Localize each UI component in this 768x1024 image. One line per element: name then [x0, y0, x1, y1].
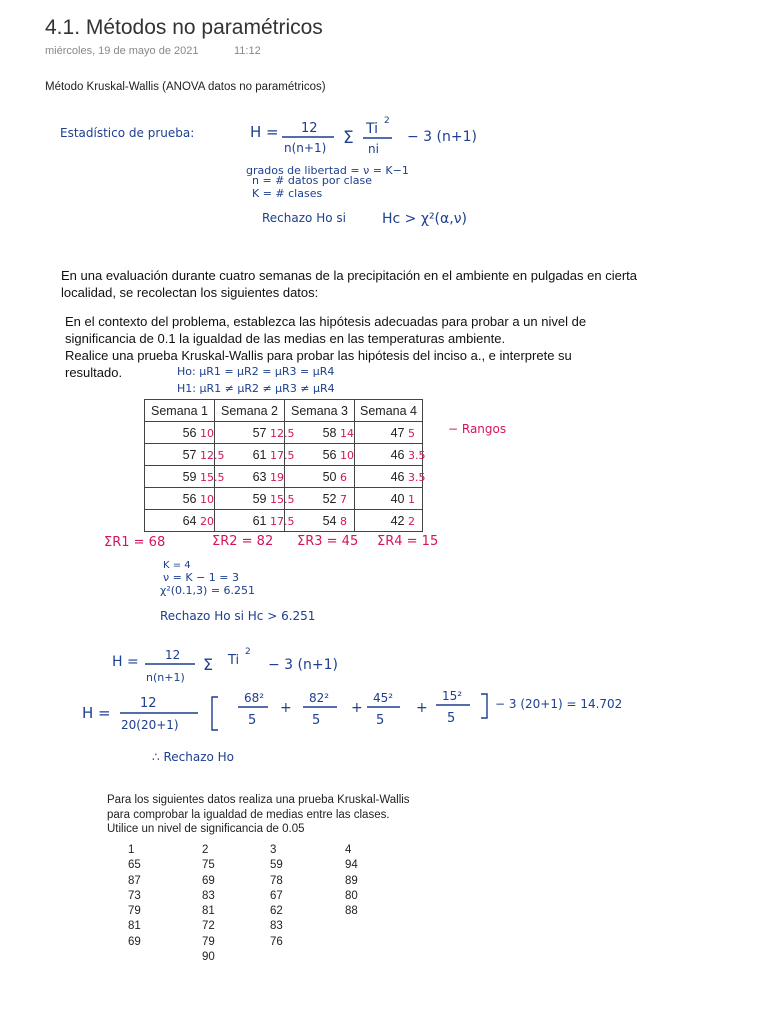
- h-eval-num: 12: [140, 696, 157, 711]
- exercise-value: 87: [128, 874, 141, 887]
- context-line-1: En el contexto del problema, establezca las hipótesis adecuadas para probar a un nivel de: [65, 314, 587, 329]
- h-formula-num: 12: [165, 648, 181, 662]
- table-cell: 63 19: [215, 466, 285, 488]
- table-header-cell: Semana 1: [145, 400, 215, 422]
- frac-num: 12: [301, 121, 318, 136]
- cell-value: 56: [182, 425, 197, 440]
- exercise-column-3: [270, 843, 283, 950]
- term1-num: 68²: [244, 691, 265, 705]
- n-definition: n = # datos por clase: [252, 174, 372, 187]
- table-cell: 58 14: [285, 422, 355, 444]
- h-formula-exp: 2: [245, 647, 251, 657]
- exercise-value: 1: [128, 844, 135, 856]
- precipitation-table: [144, 399, 426, 532]
- table-header-cell: Semana 4: [355, 400, 423, 422]
- k-definition: K = # clases: [252, 187, 323, 200]
- note-time: 11:12: [234, 45, 261, 57]
- h-eval-result: − 3 (20+1) = 14.702: [495, 697, 623, 711]
- exercise-value: 83: [202, 889, 215, 902]
- cell-value: 56: [182, 491, 197, 506]
- cell-value: 64: [182, 513, 197, 528]
- exercise-column-1: [128, 843, 141, 950]
- cell-value: 42: [390, 513, 405, 528]
- exercise-value: 67: [270, 889, 283, 902]
- degrees-freedom-line: grados de libertad = ν = K−1: [246, 164, 409, 177]
- exercise-value: 2: [202, 844, 209, 856]
- exercise-line-2: para comprobar la igualdad de medias entre las clases.: [107, 808, 390, 821]
- cell-value: 50: [322, 469, 337, 484]
- table-header-cell: Semana 2: [215, 400, 285, 422]
- term1-den: 5: [248, 713, 257, 728]
- table-cell: 54 8: [285, 510, 355, 532]
- cell-value: 61: [252, 513, 267, 528]
- cell-value: 59: [252, 491, 267, 506]
- right-bracket: [481, 694, 487, 718]
- ranks-note: − Rangos: [448, 422, 507, 436]
- cell-value: 61: [252, 447, 267, 462]
- exercise-value: 78: [270, 874, 283, 887]
- exercise-value: 90: [202, 951, 215, 964]
- h-symbol: H =: [250, 123, 279, 141]
- ti-symbol: Ti: [366, 121, 379, 137]
- h-formula-symbol: H =: [112, 654, 139, 670]
- table-row: [145, 444, 423, 466]
- table-cell: 61 17.5: [215, 510, 285, 532]
- table-cell: 61 17.5: [215, 444, 285, 466]
- problem-statement: En una evaluación durante cuatro semanas de la precipitación en el ambiente en pulgadas en cierta localidad, se recolectan los siguientes datos:: [61, 268, 637, 300]
- sum-r1: ΣR1 = 68: [104, 535, 166, 550]
- chi-value: χ²(0.1,3) = 6.251: [160, 584, 256, 597]
- h-eval-symbol: H =: [82, 704, 111, 722]
- term2-den: 5: [312, 713, 321, 728]
- exercise-value: 62: [270, 905, 283, 918]
- cell-value: 54: [322, 513, 337, 528]
- minus-three-term: − 3 (n+1): [407, 129, 477, 145]
- cell-value: 52: [322, 491, 337, 506]
- table-cell: 56 10: [285, 444, 355, 466]
- table-cell: 52 7: [285, 488, 355, 510]
- plus-1: +: [280, 700, 292, 716]
- term4-den: 5: [447, 711, 456, 726]
- context-line-3: Realice una prueba Kruskal-Wallis para probar las hipótesis del inciso a., e interprete su: [65, 348, 572, 363]
- reject-rule: Hc > χ²(α,ν): [382, 211, 467, 227]
- exercise-value: 4: [345, 844, 352, 856]
- cell-value: 57: [182, 447, 197, 462]
- exercise-value: 75: [202, 859, 215, 872]
- sum-r4: ΣR4 = 15: [377, 534, 439, 549]
- sum-r3: ΣR3 = 45: [297, 534, 359, 549]
- table-cell: 40 1: [355, 488, 423, 510]
- k-value: K = 4: [163, 560, 191, 571]
- table-row: [145, 488, 423, 510]
- frac-den: n(n+1): [284, 141, 327, 155]
- table-cell: 50 6: [285, 466, 355, 488]
- exercise-value: 88: [345, 905, 358, 918]
- table-cell: 42 2: [355, 510, 423, 532]
- h-formula-den: n(n+1): [146, 671, 185, 684]
- exercise-value: 80: [345, 889, 358, 902]
- term3-num: 45²: [373, 691, 394, 705]
- exercise-value: 79: [202, 935, 215, 948]
- h-formula-sigma: Σ: [203, 655, 214, 674]
- cell-value: 46: [390, 447, 405, 462]
- exercise-column-2: [202, 843, 215, 965]
- sum-r2: ΣR2 = 82: [212, 534, 274, 549]
- table-header-row: [145, 400, 423, 422]
- exercise-value: 89: [345, 874, 358, 887]
- context-line-2: significancia de 0.1 la igualdad de las medias en las temperaturas ambiente.: [65, 331, 506, 346]
- context-text: [65, 313, 665, 381]
- cell-value: 46: [390, 469, 405, 484]
- exercise-value: 59: [270, 859, 283, 872]
- note-date: miércoles, 19 de mayo de 2021: [45, 45, 199, 57]
- table-cell: 47 5: [355, 422, 423, 444]
- table-cell: 64 20: [145, 510, 215, 532]
- nu-value: ν = K − 1 = 3: [163, 571, 239, 584]
- section-heading: Método Kruskal-Wallis (ANOVA datos no paramétricos): [45, 81, 326, 93]
- exercise-value: 79: [128, 905, 141, 918]
- exercise-value: 69: [128, 935, 141, 948]
- left-bracket: [212, 697, 218, 730]
- table-row: [145, 466, 423, 488]
- cell-value: 47: [390, 425, 405, 440]
- h-formula-rest: − 3 (n+1): [268, 657, 338, 673]
- exercise-value: 65: [128, 859, 141, 872]
- ti-exponent: 2: [384, 116, 390, 126]
- plus-3: +: [416, 700, 428, 716]
- cell-value: 63: [252, 469, 267, 484]
- exercise-value: 73: [128, 889, 141, 902]
- table-cell: 57 12.5: [215, 422, 285, 444]
- exercise-value: 76: [270, 935, 283, 948]
- table-cell: 56 10: [145, 422, 215, 444]
- table-header-cell: Semana 3: [285, 400, 355, 422]
- cell-value: 40: [390, 491, 405, 506]
- exercise-value: 3: [270, 844, 277, 856]
- table-cell: 46 3.5: [355, 444, 423, 466]
- statistic-label: Estadístico de prueba:: [60, 126, 195, 140]
- h-eval-den: 20(20+1): [121, 718, 179, 732]
- conclusion: ∴ Rechazo Ho: [152, 750, 235, 764]
- ni-symbol: ni: [368, 142, 379, 156]
- exercise-value: 83: [270, 920, 283, 933]
- exercise-value: 81: [202, 905, 215, 918]
- cell-value: 57: [252, 425, 267, 440]
- table-cell: 59 15.5: [215, 488, 285, 510]
- cell-value: 58: [322, 425, 337, 440]
- alt-hypothesis: H1: μR1 ≠ μR2 ≠ μR3 ≠ μR4: [177, 382, 335, 395]
- table-cell: 57 12.5: [145, 444, 215, 466]
- exercise-value: 72: [202, 920, 215, 933]
- table-cell: 46 3.5: [355, 466, 423, 488]
- table-cell: 56 10: [145, 488, 215, 510]
- h-formula-ti: Ti: [228, 653, 240, 668]
- term4-num: 15²: [442, 689, 463, 703]
- table-row: [145, 510, 423, 532]
- term3-den: 5: [376, 713, 385, 728]
- reject-rule-value: Rechazo Ho si Hc > 6.251: [160, 609, 316, 623]
- table-cell: 59 15.5: [145, 466, 215, 488]
- exercise-line-3: Utilice un nivel de significancia de 0.05: [107, 823, 305, 835]
- plus-2: +: [351, 700, 363, 716]
- null-hypothesis: Ho: μR1 = μR2 = μR3 = μR4: [177, 365, 335, 378]
- exercise-value: 94: [345, 859, 358, 872]
- term2-num: 82²: [309, 691, 330, 705]
- exercise-text: [107, 793, 410, 837]
- table-row: [145, 422, 423, 444]
- reject-label: Rechazo Ho si: [262, 211, 346, 225]
- sigma-symbol: Σ: [343, 128, 354, 148]
- context-line-4: resultado.: [65, 365, 123, 380]
- exercise-value: 69: [202, 874, 215, 887]
- exercise-value: 81: [128, 920, 141, 933]
- exercise-line-1: Para los siguientes datos realiza una prueba Kruskal-Wallis: [107, 794, 410, 806]
- exercise-column-4: [345, 843, 358, 919]
- cell-value: 59: [182, 469, 197, 484]
- page-title: 4.1. Métodos no paramétricos: [45, 16, 323, 39]
- cell-value: 56: [322, 447, 337, 462]
